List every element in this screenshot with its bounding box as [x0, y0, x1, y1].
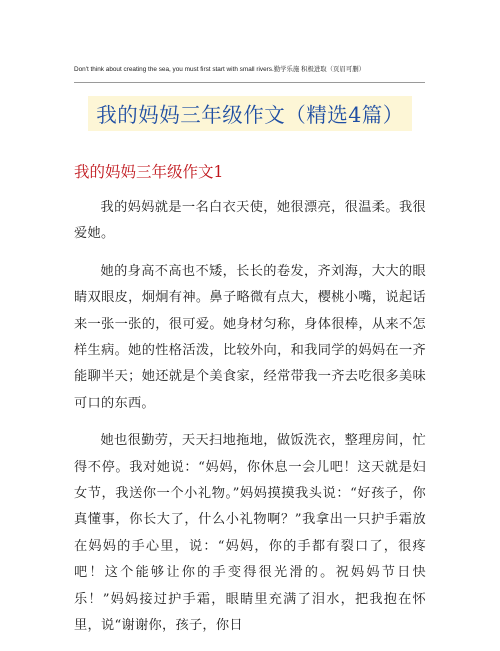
- paragraph-1: 我的妈妈就是一名白衣天使，她很漂亮，很温柔。我很爱她。: [74, 200, 426, 242]
- title-container: [0, 96, 500, 131]
- section-heading: 我的妈妈三年级作文1: [74, 163, 224, 181]
- paragraph-3: 她也很勤劳，天天扫地拖地，做饭洗衣，整理房间，忙得不停。我对她说：“妈妈，你休息一会儿吧！这天就是妇女节，我送你一个小礼物。”妈妈摸摸我头说：“好孩子，你真懂事，你长大了，什么小礼物啊？”我拿出一只护手霜放在妈妈的手心里，说：“妈妈，你的手都有裂口了，很疼吧！这个能够让你的手变得很光滑的。祝妈妈节日快乐！”妈妈接过护手霜，眼睛里充满了泪水，把我抱在怀里，说“谢谢你，孩子，你日: [74, 433, 426, 634]
- document-title: 我的妈妈三年级作文（精选4篇）: [88, 96, 412, 131]
- header-divider: [74, 82, 425, 83]
- article-body: [74, 195, 426, 651]
- paragraph-2: 她的身高不高也不矮，长长的卷发，齐刘海，大大的眼睛双眼皮，炯炯有神。鼻子略微有点大，樱桃小嘴，说起话来一张一张的，很可爱。她身材匀称，身体很棒，从来不怎样生病。她的性格活泼，比较外向，和我同学的妈妈在一齐能聊半天；她还就是个美食家，经常带我一齐去吃很多美味可口的东西。: [74, 263, 426, 411]
- page-header-tagline: Don't think about creating the sea, you must first start with small rivers.勤学乐施 积极进取（页眉可删）: [74, 66, 366, 73]
